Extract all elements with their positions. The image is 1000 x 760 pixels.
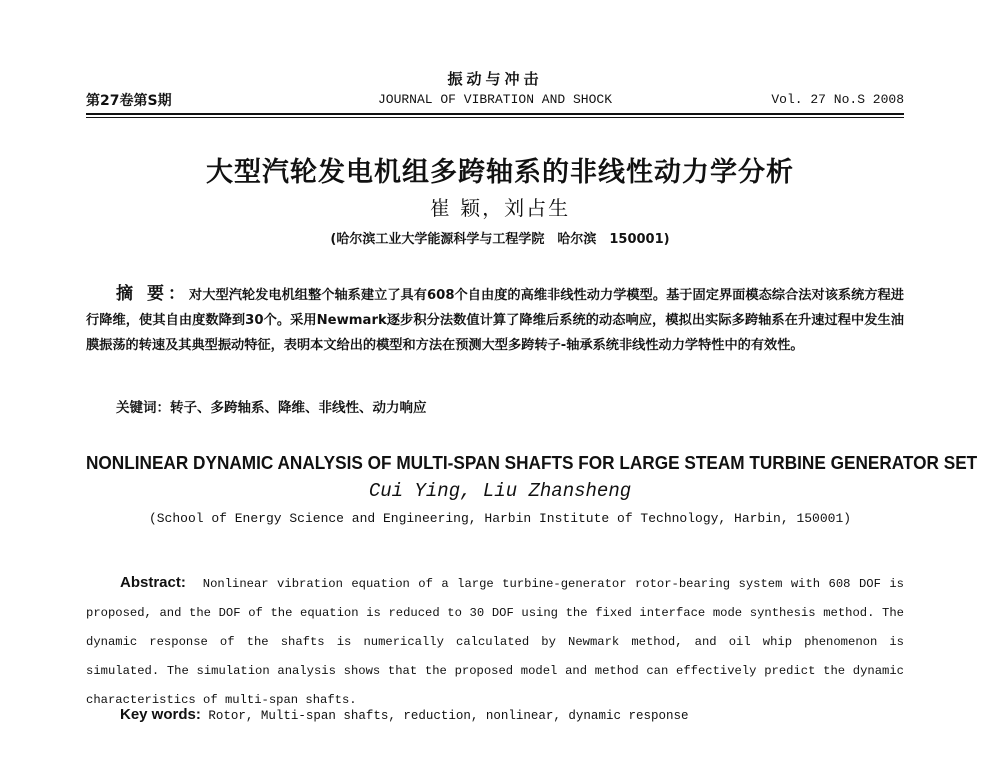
keywords-text-en: Rotor, Multi-span shafts, reduction, nonlinear, dynamic response (208, 709, 689, 723)
keywords-label-en: Key words: (120, 706, 201, 723)
keywords-text-cn: 转子、多跨轴系、降维、非线性、动力响应 (170, 400, 427, 416)
paper-title-cn: 大型汽轮发电机组多跨轴系的非线性动力学分析 (206, 157, 794, 188)
abstract-cn (86, 282, 904, 358)
journal-name-en: JOURNAL OF VIBRATION AND SHOCK (377, 92, 613, 107)
header-rule-thick (86, 113, 904, 115)
abstract-label-cn: 摘 要： (116, 284, 190, 304)
abstract-text-en: Nonlinear vibration equation of a large turbine-generator rotor-bearing system with 608 DOF is proposed, and the DOF of the equation is reduced to 30 DOF using the fixed interface mode synthesis method. The dynamic response of the shafts is numerically calculated by Newmark method, and oil whip phenomenon is simulated. The simulation analysis shows that the proposed model and method can effectively predict the dynamic characteristics of multi-span shafts. (86, 577, 904, 707)
affiliation-en: (School of Energy Science and Engineering, Harbin Institute of Technology, Harbin, 150001) (148, 511, 852, 526)
affiliation-cn: (哈尔滨工业大学能源科学与工程学院 哈尔滨 150001) (330, 232, 670, 247)
authors-cn: 崔 颖，刘占生 (429, 196, 571, 220)
keywords-cn (116, 396, 427, 416)
abstract-label-en: Abstract: (120, 574, 186, 591)
volume-issue-en: Vol. 27 No.S 2008 (771, 92, 904, 107)
abstract-text-cn: 对大型汽轮发电机组整个轴系建立了具有608个自由度的高维非线性动力学模型。基于固定界面模态综合法对该系统方程进行降维，使其自由度数降到30个。采用Newmark逐步积分法数值计算了降维后系统的动态响应，模拟出实际多跨轴系在升速过程中发生油膜振荡的转速及其典型振动特征，表明本文给出的模型和方法在预测大型多跨转子-轴承系统非线性动力学特性中的有效性。 (86, 288, 904, 353)
running-header (86, 68, 904, 114)
volume-issue-cn: 第27卷第S期 (86, 93, 172, 109)
abstract-en (86, 568, 904, 715)
keywords-label-cn: 关键词： (116, 400, 170, 416)
keywords-en (120, 706, 688, 723)
journal-name-cn: 振动与冲击 (447, 70, 543, 88)
paper-title-en: NONLINEAR DYNAMIC ANALYSIS OF MULTI-SPAN SHAFTS FOR LARGE STEAM TURBINE GENERATOR SET (86, 452, 978, 473)
authors-en: Cui Ying, Liu Zhansheng (368, 480, 632, 502)
header-rule-thin (86, 117, 904, 118)
